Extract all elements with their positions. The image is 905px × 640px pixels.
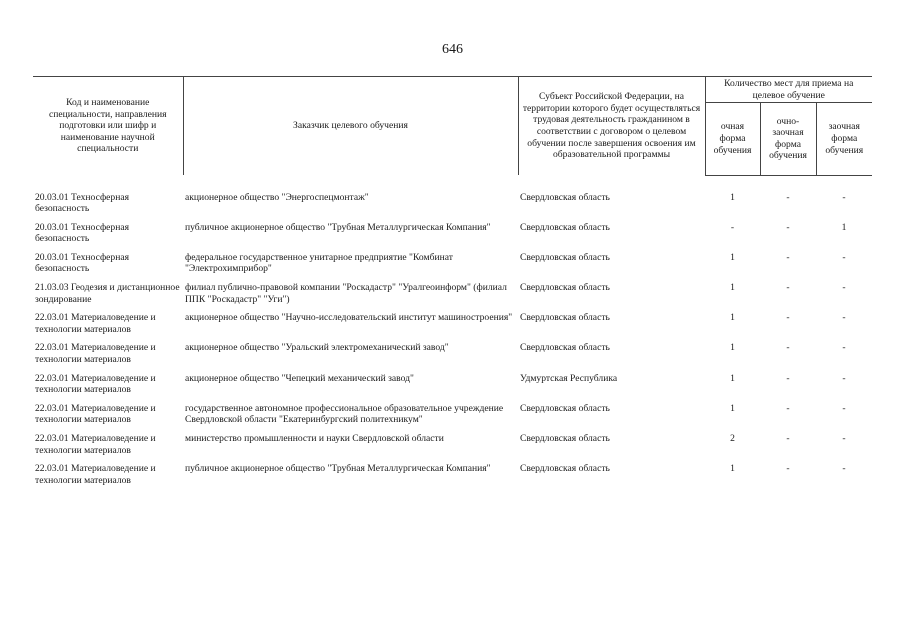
cell-region: Свердловская область — [520, 312, 610, 324]
table-row — [33, 463, 872, 493]
cell-part-time: - — [786, 312, 790, 324]
cell-region: Свердловская область — [520, 221, 610, 233]
cell-code: 22.03.01 Материаловедение и технологии материалов — [35, 433, 156, 456]
cell-region: Свердловская область — [520, 342, 610, 354]
cell-full-time: 1 — [730, 463, 735, 475]
header-full-time: очная форма обучения — [705, 103, 760, 175]
header-distance: заочная форма обучения — [816, 103, 872, 175]
header-region: Субъект Российской Федерации, на территории которого будет осуществляться трудовая деятельность гражданином в соответствии с договором о целевом обучении после завершения освоения им образовательной программы — [518, 77, 705, 176]
cell-customer: министерство промышленности и науки Свердловской области — [185, 433, 444, 444]
cell-customer: публичное акционерное общество "Трубная Металлургическая Компания" — [185, 463, 491, 475]
cell-region: Свердловская область — [520, 251, 610, 263]
cell-part-time: - — [786, 342, 790, 354]
cell-customer: акционерное общество "Уральский электромеханический завод" — [185, 342, 449, 354]
header-seats: Количество мест для приема на целевое обучение — [705, 77, 872, 103]
table-row — [33, 282, 872, 312]
cell-region: Свердловская область — [520, 191, 610, 203]
cell-full-time: 1 — [730, 342, 735, 354]
cell-region: Удмуртская Республика — [520, 372, 618, 384]
cell-distance: - — [842, 191, 846, 203]
cell-distance: - — [842, 251, 846, 263]
cell-part-time: - — [786, 402, 790, 414]
page-number: 646 — [442, 42, 463, 57]
cell-full-time: 1 — [730, 312, 735, 324]
cell-distance: - — [842, 402, 846, 414]
cell-full-time: - — [730, 221, 735, 233]
cell-full-time: 1 — [730, 402, 735, 414]
cell-part-time: - — [786, 282, 790, 294]
cell-part-time: - — [786, 433, 790, 444]
cell-code: 22.03.01 Материаловедение и технологии материалов — [35, 312, 156, 335]
table-row — [33, 222, 872, 252]
cell-code: 20.03.01 Техносферная безопасность — [35, 251, 130, 275]
cell-part-time: - — [786, 191, 790, 203]
cell-part-time: - — [786, 221, 790, 233]
table-row — [33, 192, 872, 222]
cell-customer: государственное автономное профессиональное образовательное учреждение Свердловской области "Екатеринбургский политехникум" — [185, 402, 504, 426]
cell-full-time: 1 — [730, 372, 735, 384]
cell-full-time: 1 — [730, 282, 735, 294]
cell-distance: 1 — [841, 221, 847, 233]
cell-full-time: 1 — [730, 191, 735, 203]
cell-customer: акционерное общество "Чепецкий механический завод" — [185, 372, 414, 384]
cell-part-time: - — [786, 372, 790, 384]
cell-region: Свердловская область — [520, 282, 610, 294]
cell-code: 20.03.01 Техносферная безопасность — [35, 191, 130, 215]
header-customer: Заказчик целевого обучения — [183, 77, 518, 176]
cell-full-time: 1 — [730, 251, 735, 263]
table-row — [33, 342, 872, 372]
cell-customer: филиал публично-правовой компании "Роскадастр" "Уралгеоинформ" (филиал ППК "Роскадастр" "Уги") — [185, 282, 507, 305]
cell-code: 22.03.01 Материаловедение и технологии материалов — [35, 342, 156, 366]
table-row — [33, 403, 872, 433]
cell-code: 22.03.01 Материаловедение и технологии материалов — [35, 463, 156, 486]
cell-customer: публичное акционерное общество "Трубная Металлургическая Компания" — [185, 221, 491, 233]
cell-distance: - — [842, 282, 846, 294]
cell-full-time: 2 — [730, 433, 735, 444]
header-part-time: очно-заочная форма обучения — [760, 103, 816, 175]
cell-region: Свердловская область — [520, 463, 610, 475]
cell-customer: федеральное государственное унитарное предприятие "Комбинат "Электрохимприбор" — [185, 251, 453, 275]
table-body — [33, 175, 872, 493]
target-training-table — [33, 76, 872, 493]
cell-region: Свердловская область — [520, 402, 610, 414]
table-row — [33, 312, 872, 342]
cell-code: 20.03.01 Техносферная безопасность — [35, 221, 130, 245]
cell-customer: акционерное общество "Энергоспецмонтаж" — [185, 191, 369, 203]
header-code: Код и наименование специальности, направления подготовки или шифр и наименование научной специальности — [33, 77, 183, 176]
cell-distance: - — [842, 433, 846, 444]
cell-code: 22.03.01 Материаловедение и технологии материалов — [35, 402, 156, 426]
cell-region: Свердловская область — [520, 433, 610, 444]
cell-distance: - — [842, 312, 846, 324]
cell-distance: - — [842, 342, 846, 354]
cell-customer: акционерное общество "Научно-исследовательский институт машиностроения" — [185, 312, 513, 324]
cell-distance: - — [842, 372, 846, 384]
cell-part-time: - — [786, 251, 790, 263]
cell-part-time: - — [786, 463, 790, 475]
table-row — [33, 252, 872, 282]
table-row — [33, 373, 872, 403]
table-row — [33, 433, 872, 463]
cell-code: 21.03.03 Геодезия и дистанционное зондирование — [35, 282, 180, 305]
cell-code: 22.03.01 Материаловедение и технологии материалов — [35, 372, 156, 396]
cell-distance: - — [842, 463, 846, 475]
